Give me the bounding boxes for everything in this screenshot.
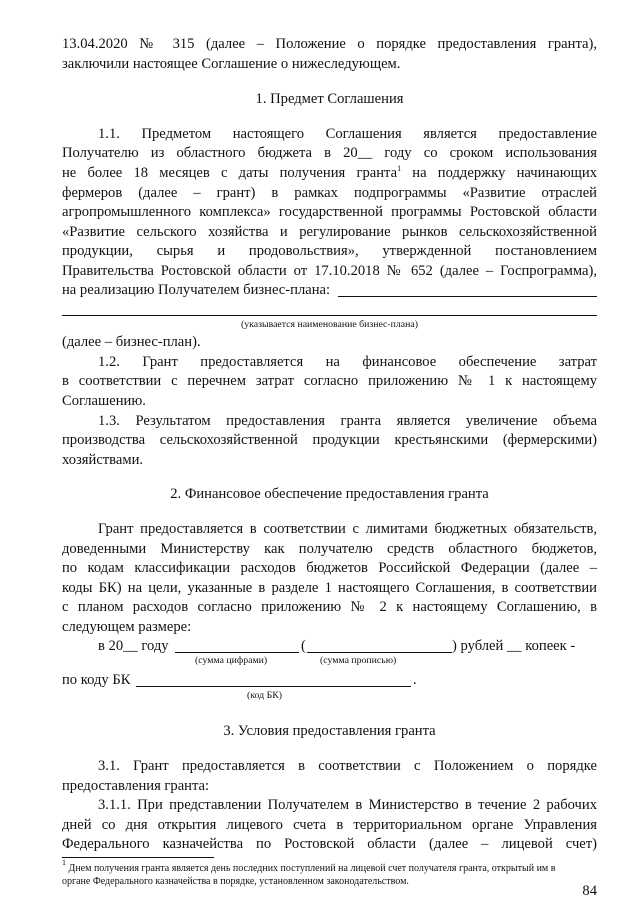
amount-rubles-label: ) рублей __ копеек - (452, 638, 576, 654)
text-line: Получателю из областного бюджета в 20__ году со сроком использования (62, 145, 597, 161)
budget-code-label: по коду БК (62, 672, 131, 688)
text-line: доведенными Министерству как получателю средств областного бюджетов, (62, 541, 597, 557)
text-line: 1.2. Грант предоставляется на финансовое обеспечение затрат (98, 354, 597, 370)
paren-open: ( (301, 638, 306, 654)
text-line: Грант предоставляется в соответствии с лимитами бюджетных обязательств, (98, 521, 597, 537)
section-heading-2: 2. Финансовое обеспечение предоставления гранта (170, 486, 489, 502)
field-caption: (код БК) (247, 690, 282, 701)
footnote: $^1$ Днем получения гранта является день последних поступлений на лицевой счет получателя гранта, открытый им в (62, 858, 556, 874)
text-line: на реализацию Получателем бизнес-плана: (62, 282, 331, 298)
amount-year-label: в 20__ году (98, 638, 169, 654)
section-heading-3: 3. Условия предоставления гранта (223, 723, 436, 739)
document-page (62, 0, 597, 905)
text-line: в соответствии с перечнем затрат согласно приложению № 1 к настоящему (62, 373, 597, 389)
business-plan-fill-line (338, 296, 597, 297)
text-line: 1.3. Результатом предоставления гранта является увеличение объема (98, 413, 597, 429)
text-line: фермеров (далее – грант) в рамках подпрограммы «Развитие отраслей (62, 185, 597, 201)
text-line: агропромышленного комплекса» государственной программы Ростовской области (62, 204, 597, 220)
text-line: Правительства Ростовской области от 17.10.2018 № 652 (далее – Госпрограмма), (62, 263, 597, 279)
text-line: 1.1. Предметом настоящего Соглашения является предоставление (98, 126, 597, 142)
text-line: Соглашению. (62, 393, 146, 409)
text-line: (далее – бизнес-план). (62, 334, 201, 350)
footnote-separator (62, 857, 214, 858)
text-line: с планом расходов согласно приложению № 2 к настоящему Соглашению, в (62, 599, 597, 615)
field-caption: (сумма цифрами) (195, 655, 268, 666)
text-line: продукции, сырья и продовольствия», утвержденной постановлением (62, 243, 597, 259)
footnote-line-2: органе Федерального казначейства в порядке, установленном законодательством. (62, 876, 409, 887)
page-number: 84 (582, 883, 597, 899)
field-caption: (сумма прописью) (320, 655, 397, 666)
text-line: по кодам классификации расходов бюджетов Российской Федерации (далее – (62, 560, 597, 576)
footnote-mark: 1 (62, 858, 66, 867)
text-line: заключили настоящее Соглашение о нижеследующем. (62, 56, 401, 72)
period: . (413, 672, 417, 688)
text-line: не более 18 месяцев с даты получения гранта$^1$ на поддержку начинающих (62, 164, 597, 181)
footnote-ref: 1 (397, 164, 402, 173)
text-line: дней со дня открытия лицевого счета в территориальном органе Управления (62, 817, 597, 833)
text-line: Федерального казначейства по Ростовской области (далее – лицевой счет) (62, 836, 597, 852)
text-line: предоставления гранта: (62, 778, 210, 794)
text-line: коды БК) на цели, указанные в разделе 1 настоящего Соглашения, в соответствии (62, 580, 597, 596)
text-line: 3.1. Грант предоставляется в соответствии с Положением о порядке (98, 758, 597, 774)
section-heading-1: 1. Предмет Соглашения (255, 91, 404, 107)
text-line: хозяйствами. (62, 452, 144, 468)
text-line: «Развитие сельского хозяйства и регулирование рынков сельскохозяйственной (62, 224, 597, 240)
text-line: 13.04.2020 № 315 (далее – Положение о порядке предоставления гранта), (62, 36, 597, 52)
field-caption: (указывается наименование бизнес-плана) (241, 319, 418, 330)
text-line: 3.1.1. При представлении Получателем в Министерство в течение 2 рабочих (98, 797, 597, 813)
amount-words-fill-line (307, 652, 452, 653)
amount-digits-fill-line (175, 652, 299, 653)
business-plan-fill-line-2 (62, 315, 597, 316)
text-line: следующем размере: (62, 619, 192, 635)
budget-code-fill-line (136, 686, 411, 687)
text-line: производства сельскохозяйственной продукции крестьянскими (фермерскими) (62, 432, 597, 448)
